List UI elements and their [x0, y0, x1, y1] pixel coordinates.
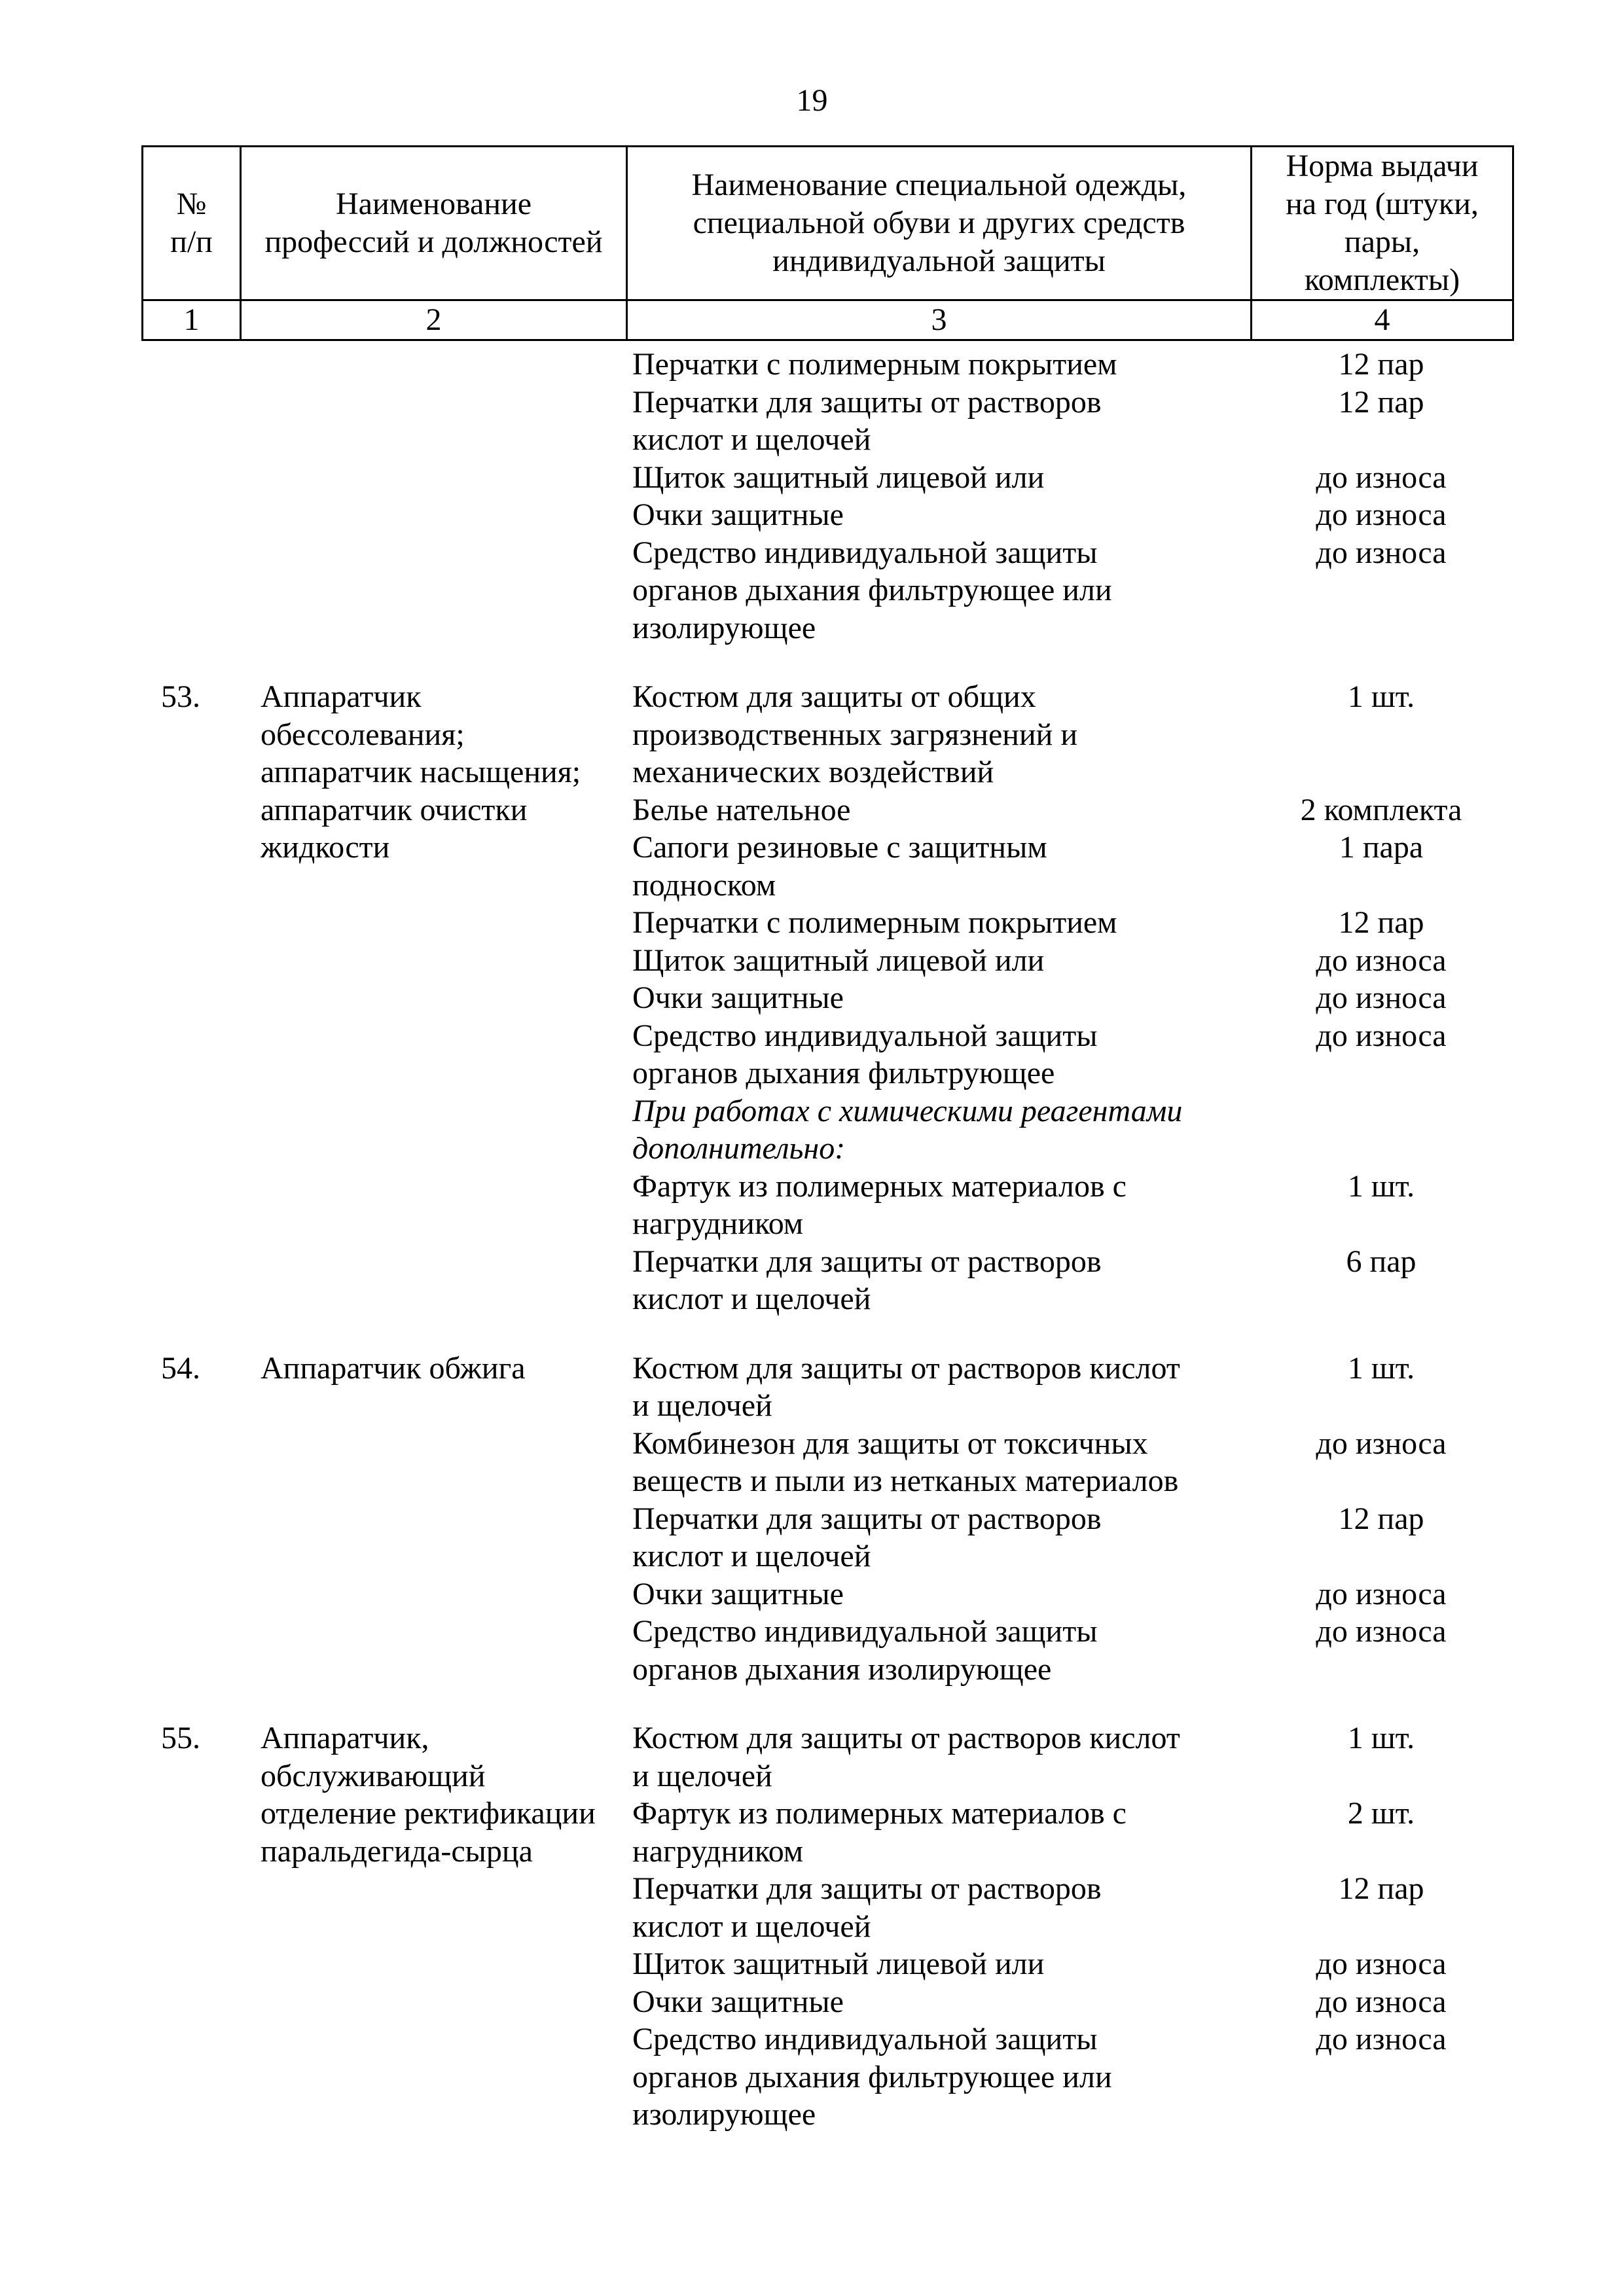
item-name: Сапоги резиновые с защитным подноском [632, 830, 1047, 903]
item-name: При работах с химическими реагентами дополнительно: [632, 1093, 1183, 1166]
item-norm: 1 шт. [1347, 679, 1415, 714]
list-item [626, 534, 1512, 647]
item-name: Перчатки для защиты от растворов кислот и щелочей [632, 1501, 1102, 1573]
header-num-2: 2 [241, 300, 627, 340]
item-norm: до износа [1316, 980, 1447, 1015]
list-item [626, 1243, 1512, 1318]
item-name: Перчатки с полимерным покрытием [632, 347, 1117, 382]
list-item [626, 1425, 1512, 1500]
table-body [141, 346, 1512, 2134]
row-number: 55. [161, 1721, 200, 1755]
list-item [626, 1575, 1512, 1613]
item-norm: 12 пар [1338, 1871, 1424, 1906]
row-gap [141, 647, 1512, 678]
row-number: 53. [161, 679, 200, 714]
list-item [626, 1500, 1512, 1575]
item-norm: до износа [1316, 535, 1447, 570]
row-profession: Аппаратчик обессолевания; аппаратчик насыщения; аппаратчик очистки жидкости [261, 679, 581, 865]
list-item [626, 1168, 1512, 1243]
list-item [626, 1350, 1512, 1425]
item-name: Фартук из полимерных материалов с нагрудником [632, 1796, 1127, 1869]
item-name: Очки защитные [632, 497, 844, 532]
item-name: Перчатки для защиты от растворов кислот и щелочей [632, 1871, 1102, 1944]
item-norm: до износа [1316, 1018, 1447, 1053]
item-name: Средство индивидуальной защиты органов дыхания фильтрующее [632, 1018, 1098, 1090]
list-item [626, 1945, 1512, 1983]
header-col-norm: Норма выдачи на год (штуки, пары, комплекты) [1252, 147, 1513, 300]
item-norm: 2 комплекта [1300, 792, 1462, 827]
item-norm: 12 пар [1338, 384, 1424, 420]
item-name: Средство индивидуальной защиты органов дыхания фильтрующее или изолирующее [632, 2022, 1112, 2132]
list-item [626, 678, 1512, 791]
item-name: Перчатки для защиты от растворов кислот и щелочей [632, 384, 1102, 457]
item-name: Перчатки с полимерным покрытием [632, 905, 1117, 940]
item-norm: до износа [1316, 1426, 1447, 1461]
item-name: Очки защитные [632, 1576, 844, 1611]
row-items [626, 1719, 1512, 2134]
item-norm: 12 пар [1338, 905, 1424, 940]
item-norm: 12 пар [1338, 1501, 1424, 1536]
item-norm: до износа [1316, 2022, 1447, 2056]
item-norm: до износа [1316, 459, 1447, 495]
header-col-number: № п/п [143, 147, 241, 300]
row-items [626, 1350, 1512, 1689]
item-norm: до износа [1316, 1984, 1447, 2019]
item-name: Щиток защитный лицевой или [632, 942, 1045, 978]
item-norm: до износа [1316, 942, 1447, 978]
item-name: Фартук из полимерных материалов с нагрудником [632, 1168, 1127, 1241]
item-norm: до износа [1316, 1614, 1447, 1649]
table-header [141, 145, 1514, 341]
row-number: 54. [161, 1350, 200, 1386]
table-row [141, 346, 1512, 647]
item-norm: до износа [1316, 1946, 1447, 1981]
item-norm [1250, 1092, 1512, 1168]
list-item [626, 1092, 1512, 1168]
header-col-profession: Наименование профессий и должностей [241, 147, 627, 300]
item-name: Средство индивидуальной защиты органов дыхания фильтрующее или изолирующее [632, 535, 1112, 645]
list-item [626, 979, 1512, 1017]
header-col-items: Наименование специальной одежды, специальной обуви и других средств индивидуальной защиты [627, 147, 1252, 300]
list-item [626, 1613, 1512, 1688]
header-num-3: 3 [627, 300, 1252, 340]
list-item [626, 942, 1512, 980]
item-norm: 6 пар [1346, 1244, 1416, 1279]
item-name: Щиток защитный лицевой или [632, 459, 1045, 495]
list-item [626, 346, 1512, 384]
header-num-4: 4 [1252, 300, 1513, 340]
item-norm: 2 шт. [1347, 1796, 1415, 1831]
row-items [626, 678, 1512, 1318]
item-name: Комбинезон для защиты от токсичных веществ и пыли из нетканых материалов [632, 1426, 1179, 1498]
item-name: Очки защитные [632, 1984, 844, 2019]
row-profession: Аппаратчик обжига [261, 1350, 526, 1386]
list-item [626, 904, 1512, 942]
item-norm: 1 шт. [1347, 1168, 1415, 1204]
item-norm: 1 шт. [1347, 1721, 1415, 1755]
item-norm: 1 пара [1339, 830, 1424, 865]
item-norm: 1 шт. [1347, 1350, 1415, 1386]
row-profession [240, 346, 626, 647]
item-name: Очки защитные [632, 980, 844, 1015]
row-gap [141, 1318, 1512, 1350]
table-row [141, 1350, 1512, 1689]
row-gap [141, 1688, 1512, 1719]
list-item [626, 1795, 1512, 1870]
row-number [141, 346, 240, 647]
list-item [626, 1870, 1512, 1945]
row-profession: Аппаратчик, обслуживающий отделение ректификации паральдегида-сырца [261, 1721, 596, 1869]
item-name: Щиток защитный лицевой или [632, 1946, 1045, 1981]
item-name: Костюм для защиты от растворов кислот и щелочей [632, 1721, 1180, 1793]
item-name: Костюм для защиты от общих производственных загрязнений и механических воздействий [632, 679, 1078, 789]
item-norm: 12 пар [1338, 347, 1424, 382]
list-item [626, 2020, 1512, 2134]
item-name: Костюм для защиты от растворов кислот и щелочей [632, 1350, 1180, 1423]
table-row [141, 1719, 1512, 2134]
item-norm: до износа [1316, 497, 1447, 532]
list-item [626, 384, 1512, 459]
item-name: Белье нательное [632, 792, 851, 827]
item-norm: до износа [1316, 1576, 1447, 1611]
list-item [626, 1017, 1512, 1092]
list-item [626, 791, 1512, 829]
list-item [626, 496, 1512, 534]
table-row [141, 678, 1512, 1318]
list-item [626, 459, 1512, 497]
list-item [626, 1983, 1512, 2021]
row-items [626, 346, 1512, 647]
item-name: Перчатки для защиты от растворов кислот и щелочей [632, 1244, 1102, 1316]
header-num-1: 1 [143, 300, 241, 340]
list-item [626, 829, 1512, 904]
page-number: 19 [796, 83, 828, 118]
item-name: Средство индивидуальной защиты органов дыхания изолирующее [632, 1614, 1098, 1687]
list-item [626, 1719, 1512, 1795]
